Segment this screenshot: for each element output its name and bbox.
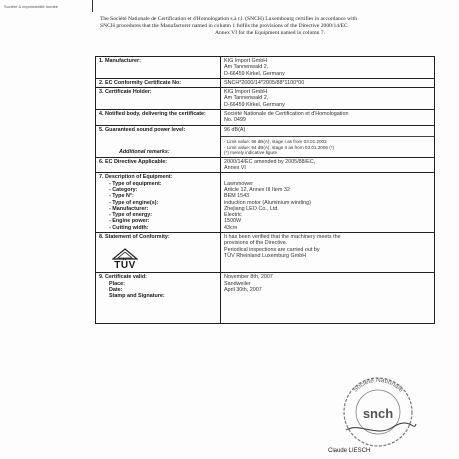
field-label: - Type of engine(s): (109, 199, 159, 206)
limit-line: - Limit value: 96 dB(A), stage I as from 03.01.2002 (224, 138, 327, 144)
value-line: Annex VI (224, 165, 246, 172)
value-line: Société Nationale de Certification et d'Homologation (224, 111, 349, 118)
value-line: D-66459 Kirkel, Germany (224, 70, 285, 77)
value-line: D-66459 Kirkel, Germany (224, 101, 285, 108)
sound-level: 96 dB(A) (224, 126, 246, 133)
field-value: 1500W (224, 218, 242, 225)
row-ec-certificate (96, 78, 435, 87)
certificate-table (95, 56, 435, 324)
equipment-label (96, 173, 221, 233)
field-label: Place: (109, 280, 125, 287)
stamp-center-text: snch (362, 406, 394, 421)
field-label: - Category: (109, 186, 138, 193)
row-conformity (96, 233, 435, 273)
holder-label: 3. Certificate Holder: (96, 88, 221, 110)
validity-label-text: 9. Certificate valid: (99, 274, 147, 281)
value-line: TÜV Rheinland Luxemburg GmbH (224, 252, 307, 259)
field-value: Article 12, Annex III Item 32 (224, 186, 290, 193)
row-holder (96, 88, 435, 110)
corner-note: Société & imprimabilité fondée (4, 4, 59, 9)
field-value: Lawnmower (224, 180, 254, 187)
value-line: Am Tannenwald 2, (224, 95, 269, 102)
ec-cert-value: SNCH*2000/14*2005/88*1100*00 (221, 78, 435, 87)
field-label: - Engine power: (109, 218, 150, 225)
equipment-label-text: 7. Description of Equipment: (99, 174, 173, 181)
row-manufacturer (96, 57, 435, 79)
field-label: Stamp and Signature: (109, 293, 165, 300)
edge-line (92, 0, 93, 12)
field-label: - Cutting width: (109, 224, 149, 231)
row-equipment (96, 173, 435, 233)
validity-value (221, 273, 435, 324)
field-label: Date: (109, 286, 123, 293)
intro-line: The Société Nationale de Certification et d'Homologation s.à r.l. (SNCH) Luxembourg certifies in accordance with (100, 16, 358, 22)
tuv-logo-text: TÜV (114, 260, 136, 272)
sound-label-text: 5. Guaranteed sound power level: (99, 126, 186, 133)
row-validity (96, 273, 435, 324)
intro-line: SNCH procedures that the Manufacturer named in column 1 fulfils the provisions of the Directive 2000/14/EC (100, 23, 348, 29)
manufacturer-value (221, 57, 435, 79)
value-line: KIG Import GmbH (224, 58, 268, 64)
tuv-triangle-icon (112, 248, 138, 260)
signature-scribble (346, 423, 416, 431)
divider (221, 136, 434, 137)
value-line: 2000/14/EC amended by 2005/88/EC, (224, 158, 316, 165)
sound-value (221, 125, 435, 157)
validity-label (96, 273, 221, 324)
conformity-label (96, 233, 221, 273)
value-line: KIG Import GmbH (224, 89, 268, 96)
field-value: April 30th, 2007 (224, 286, 262, 293)
field-value: Electric (224, 212, 242, 219)
intro-line: Annex VI for the Equipment named in column 7. (214, 30, 326, 36)
field-label: - Type N°: (109, 193, 134, 200)
field-value: November 8th, 2007 (224, 274, 273, 281)
field-label: - Type of energy: (109, 212, 153, 219)
conformity-label-text: 8. Statement of Conformity: (99, 234, 170, 241)
field-label: - Type of equipment: (109, 180, 162, 187)
value-line: It has been verified that the machinery meets the (224, 234, 341, 241)
sound-label (96, 125, 221, 157)
directive-label: 6. EC Directive Applicable: (96, 157, 221, 173)
field-value: Sandweiler (224, 280, 251, 287)
holder-value (221, 88, 435, 110)
intro-text (100, 16, 440, 37)
field-value: 43cm (224, 224, 238, 231)
equipment-value (221, 173, 435, 233)
manufacturer-label: 1. Manufacturer: (96, 57, 221, 79)
value-line: Periodical inspections are carried out by (224, 246, 320, 253)
tuv-logo (101, 248, 149, 271)
row-directive (96, 157, 435, 173)
svg-text:Société Nationale (352, 377, 405, 394)
field-value: Zhejiang LEO Co., Ltd. (224, 205, 279, 212)
value-line: Am Tannenwald 2, (224, 64, 269, 71)
snch-stamp-seal (338, 372, 418, 448)
row-notified-body (96, 110, 435, 126)
row-sound-power (96, 125, 435, 157)
stamp-arc-text: Société Nationale (351, 376, 405, 394)
value-line: provisions of the Directive. (224, 240, 288, 247)
field-value: induction motor (Aluminium winding) (224, 199, 311, 206)
conformity-value (221, 233, 435, 273)
directive-value (221, 157, 435, 173)
value-line: No. 0499 (224, 117, 246, 124)
signer-name: Claude LIESCH (328, 448, 371, 454)
notified-body-label: 4. Notified body, delivering the certificate: (96, 110, 221, 126)
field-value: BEM 1543 (224, 193, 250, 200)
limit-note: (*) merely indicative figure (224, 150, 278, 156)
remarks-label: Additional remarks: (119, 148, 170, 155)
field-label: - Manufacturer: (109, 205, 149, 212)
ec-cert-label: 2. EC Conformity Certificate No: (96, 78, 221, 87)
limit-line: - Limit value: 94 dB(A), stage II as from 03.01.2006 (*) (224, 144, 335, 150)
notified-body-value (221, 110, 435, 126)
